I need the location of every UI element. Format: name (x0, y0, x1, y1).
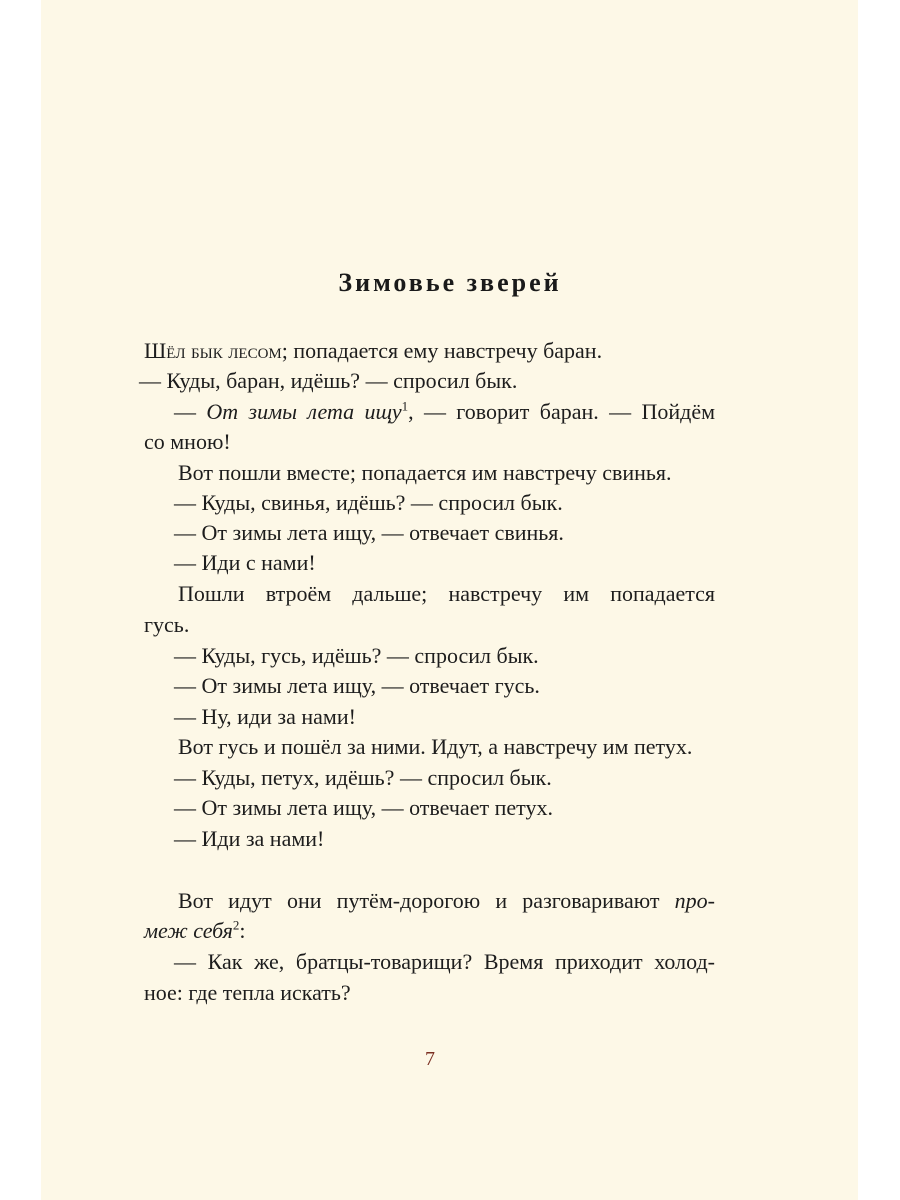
text-line-5: Вот пошли вместе; попадается им навстречу свинья. (178, 460, 672, 485)
text-line-17: — Иди за нами! (174, 826, 325, 851)
line-rest: : (239, 918, 246, 943)
italic-phrase: От зимы лета ищу (206, 399, 402, 424)
text-line-14: Вот гусь и пошёл за ними. Идут, а навстречу им петух. (178, 734, 693, 759)
dialogue-dash: — (174, 399, 207, 424)
footnote-marker-1: 1 (401, 398, 409, 414)
paragraph-lead-rest: попадается ему навстречу баран. (287, 338, 603, 363)
text-line-4: со мною! (144, 429, 231, 454)
text-line-10: гусь. (144, 612, 190, 637)
footnote-marker-2: 2 (232, 917, 240, 933)
italic-hyphenated-end: меж себя (144, 918, 233, 943)
text-line-1 (144, 336, 602, 366)
text-line-13: — Ну, иди за нами! (174, 704, 356, 729)
chapter-title: Зимовье зверей (338, 268, 562, 297)
text-line-15: — Куды, петух, идёшь? — спросил бык. (174, 765, 552, 790)
text-line-12: — От зимы лета ищу, — отвечает гусь. (174, 673, 540, 698)
line-rest: , — говорит баран. — Пойдём (408, 399, 716, 424)
text-line-6: — Куды, свинья, идёшь? — спросил бык. (174, 490, 563, 515)
text-line-18 (178, 886, 715, 916)
text-line-9: Пошли втроём дальше; навстречу им попадается (178, 581, 715, 606)
paragraph-lead-smallcaps: Шёл бык лесом; (144, 338, 288, 363)
text-line-7: — От зимы лета ищу, — отвечает свинья. (174, 520, 564, 545)
text-line-20: — Как же, братцы-товарищи? Время приходит холод- (174, 949, 715, 974)
page-number: 7 (425, 1048, 435, 1070)
italic-hyphenated-start: про- (674, 888, 715, 913)
text-line-16: — От зимы лета ищу, — отвечает петух. (174, 795, 553, 820)
text-line-21: ное: где тепла искать? (144, 980, 351, 1005)
text-line-3 (144, 397, 715, 427)
line-plain: Вот идут они путём-дорогою и разговаривают (178, 888, 675, 913)
text-line-19 (144, 916, 246, 946)
text-line-8: — Иди с нами! (174, 550, 316, 575)
text-line-2: — Куды, баран, идёшь? — спросил бык. (139, 368, 518, 393)
text-line-11: — Куды, гусь, идёшь? — спросил бык. (174, 643, 539, 668)
